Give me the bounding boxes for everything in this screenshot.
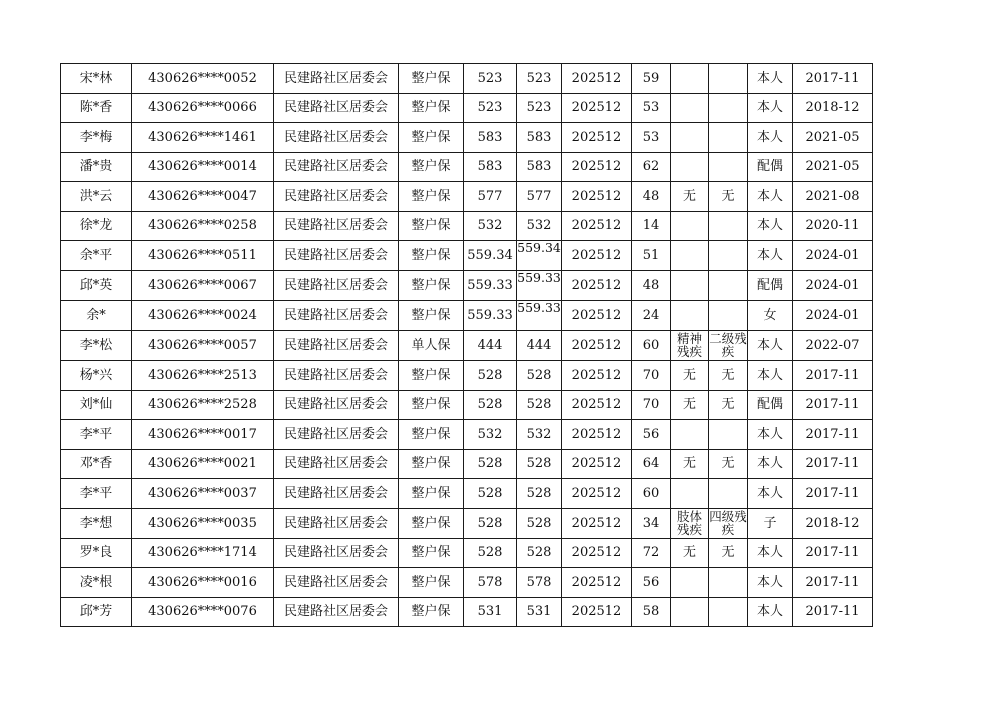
table-row — [61, 241, 873, 271]
community-cell: 民建路社区居委会 — [274, 508, 399, 538]
id-number-cell: 430626****2513 — [132, 361, 274, 391]
assistance-type-cell: 整户保 — [399, 123, 464, 153]
disability-type-cell — [671, 152, 709, 182]
disability-grade-cell: 无 — [709, 390, 748, 420]
start-date-cell: 2017-11 — [793, 597, 873, 627]
issue-month-cell: 202512 — [562, 420, 632, 450]
disability-grade-cell — [709, 123, 748, 153]
disability-grade-cell — [709, 211, 748, 241]
disability-type-cell: 无 — [671, 390, 709, 420]
amount-cell: 532 — [464, 211, 517, 241]
community-cell: 民建路社区居委会 — [274, 568, 399, 598]
disability-grade-cell-text: 二级残疾 — [709, 331, 747, 359]
table-row — [61, 211, 873, 241]
age-cell: 59 — [632, 64, 671, 94]
community-cell: 民建路社区居委会 — [274, 152, 399, 182]
disability-grade-cell — [709, 508, 748, 538]
community-cell: 民建路社区居委会 — [274, 301, 399, 331]
table-row — [61, 123, 873, 153]
disability-grade-cell — [709, 301, 748, 331]
disability-grade-cell — [709, 420, 748, 450]
age-cell: 60 — [632, 479, 671, 509]
id-number-cell: 430626****0258 — [132, 211, 274, 241]
age-cell: 70 — [632, 390, 671, 420]
start-date-cell: 2020-11 — [793, 211, 873, 241]
relation-cell: 本人 — [748, 241, 793, 271]
age-cell: 34 — [632, 508, 671, 538]
community-cell: 民建路社区居委会 — [274, 597, 399, 627]
issue-month-cell: 202512 — [562, 449, 632, 479]
table-row — [61, 420, 873, 450]
community-cell: 民建路社区居委会 — [274, 182, 399, 212]
start-date-cell: 2024-01 — [793, 301, 873, 331]
id-number-cell: 430626****0052 — [132, 64, 274, 94]
age-cell: 48 — [632, 182, 671, 212]
assistance-type-cell: 整户保 — [399, 390, 464, 420]
issue-month-cell: 202512 — [562, 508, 632, 538]
assistance-type-cell: 整户保 — [399, 241, 464, 271]
amount-cell: 528 — [464, 390, 517, 420]
relation-cell: 配偶 — [748, 152, 793, 182]
issue-month-cell: 202512 — [562, 331, 632, 361]
disability-type-cell — [671, 420, 709, 450]
relation-cell: 本人 — [748, 597, 793, 627]
amount-cell: 528 — [464, 508, 517, 538]
table-row — [61, 479, 873, 509]
table-row — [61, 64, 873, 94]
id-number-cell: 430626****0017 — [132, 420, 274, 450]
subsidy-cell: 528 — [517, 449, 562, 479]
subsidy-cell: 528 — [517, 508, 562, 538]
id-number-cell: 430626****0057 — [132, 331, 274, 361]
start-date-cell: 2017-11 — [793, 390, 873, 420]
disability-type-cell-text: 肢体残疾 — [676, 508, 702, 537]
disability-grade-cell — [709, 597, 748, 627]
subsidy-cell — [517, 241, 562, 271]
subsidy-cell — [517, 271, 562, 301]
table-row — [61, 390, 873, 420]
subsidy-cell-text: 559.34 — [517, 241, 561, 255]
id-number-cell: 430626****1461 — [132, 123, 274, 153]
table-row — [61, 152, 873, 182]
subsidy-cell: 528 — [517, 538, 562, 568]
table-row — [61, 361, 873, 391]
id-number-cell: 430626****0047 — [132, 182, 274, 212]
disability-grade-cell — [709, 241, 748, 271]
subsidy-cell: 532 — [517, 211, 562, 241]
id-number-cell: 430626****0035 — [132, 508, 274, 538]
disability-type-cell — [671, 211, 709, 241]
start-date-cell: 2024-01 — [793, 271, 873, 301]
assistance-type-cell: 整户保 — [399, 211, 464, 241]
table-row — [61, 568, 873, 598]
age-cell: 24 — [632, 301, 671, 331]
assistance-type-cell: 整户保 — [399, 538, 464, 568]
community-cell: 民建路社区居委会 — [274, 449, 399, 479]
name-cell: 余*平 — [61, 241, 132, 271]
amount-cell: 578 — [464, 568, 517, 598]
issue-month-cell: 202512 — [562, 538, 632, 568]
relation-cell: 本人 — [748, 64, 793, 94]
start-date-cell: 2017-11 — [793, 420, 873, 450]
relation-cell: 配偶 — [748, 271, 793, 301]
disability-type-cell — [671, 597, 709, 627]
name-cell: 邓*香 — [61, 449, 132, 479]
relation-cell: 子 — [748, 508, 793, 538]
relation-cell: 本人 — [748, 123, 793, 153]
name-cell: 陈*香 — [61, 93, 132, 123]
table-row — [61, 508, 873, 538]
start-date-cell: 2021-05 — [793, 123, 873, 153]
table-row — [61, 271, 873, 301]
relation-cell: 本人 — [748, 449, 793, 479]
name-cell: 余* — [61, 301, 132, 331]
disability-type-cell: 无 — [671, 538, 709, 568]
subsidy-cell: 583 — [517, 123, 562, 153]
community-cell: 民建路社区居委会 — [274, 361, 399, 391]
start-date-cell: 2017-11 — [793, 449, 873, 479]
disability-type-cell — [671, 271, 709, 301]
name-cell: 李*梅 — [61, 123, 132, 153]
assistance-type-cell: 单人保 — [399, 331, 464, 361]
age-cell: 56 — [632, 568, 671, 598]
table-row — [61, 538, 873, 568]
table-row — [61, 301, 873, 331]
community-cell: 民建路社区居委会 — [274, 211, 399, 241]
assistance-type-cell: 整户保 — [399, 420, 464, 450]
id-number-cell: 430626****0016 — [132, 568, 274, 598]
community-cell: 民建路社区居委会 — [274, 64, 399, 94]
age-cell: 56 — [632, 420, 671, 450]
id-number-cell: 430626****0076 — [132, 597, 274, 627]
start-date-cell: 2017-11 — [793, 538, 873, 568]
amount-cell: 532 — [464, 420, 517, 450]
assistance-type-cell: 整户保 — [399, 449, 464, 479]
assistance-type-cell: 整户保 — [399, 508, 464, 538]
amount-cell: 528 — [464, 361, 517, 391]
disability-grade-cell — [709, 568, 748, 598]
disability-grade-cell — [709, 152, 748, 182]
age-cell: 53 — [632, 123, 671, 153]
amount-cell: 531 — [464, 597, 517, 627]
id-number-cell: 430626****0014 — [132, 152, 274, 182]
assistance-type-cell: 整户保 — [399, 361, 464, 391]
age-cell: 72 — [632, 538, 671, 568]
disability-grade-cell — [709, 479, 748, 509]
age-cell: 70 — [632, 361, 671, 391]
subsidy-cell: 531 — [517, 597, 562, 627]
amount-cell: 583 — [464, 123, 517, 153]
disability-type-cell — [671, 331, 709, 361]
amount-cell: 583 — [464, 152, 517, 182]
amount-cell: 528 — [464, 449, 517, 479]
age-cell: 62 — [632, 152, 671, 182]
subsidy-cell: 577 — [517, 182, 562, 212]
id-number-cell: 430626****0037 — [132, 479, 274, 509]
issue-month-cell: 202512 — [562, 390, 632, 420]
amount-cell: 444 — [464, 331, 517, 361]
start-date-cell: 2017-11 — [793, 479, 873, 509]
issue-month-cell: 202512 — [562, 211, 632, 241]
id-number-cell: 430626****1714 — [132, 538, 274, 568]
disability-grade-cell — [709, 64, 748, 94]
subsidy-cell: 583 — [517, 152, 562, 182]
disability-type-cell — [671, 241, 709, 271]
subsidy-cell: 578 — [517, 568, 562, 598]
start-date-cell: 2017-11 — [793, 568, 873, 598]
id-number-cell: 430626****0021 — [132, 449, 274, 479]
issue-month-cell: 202512 — [562, 597, 632, 627]
disability-type-cell — [671, 508, 709, 538]
subsidy-cell: 528 — [517, 361, 562, 391]
amount-cell: 528 — [464, 538, 517, 568]
amount-cell: 559.34 — [464, 241, 517, 271]
community-cell: 民建路社区居委会 — [274, 420, 399, 450]
name-cell: 李*平 — [61, 420, 132, 450]
relation-cell: 本人 — [748, 93, 793, 123]
subsidy-cell-text: 559.33 — [517, 301, 561, 315]
disability-type-cell — [671, 479, 709, 509]
disability-grade-cell: 无 — [709, 361, 748, 391]
subsidy-cell: 528 — [517, 390, 562, 420]
assistance-type-cell: 整户保 — [399, 271, 464, 301]
community-cell: 民建路社区居委会 — [274, 123, 399, 153]
disability-type-cell — [671, 64, 709, 94]
disability-grade-cell: 无 — [709, 538, 748, 568]
id-number-cell: 430626****0067 — [132, 271, 274, 301]
name-cell: 洪*云 — [61, 182, 132, 212]
disability-type-cell — [671, 301, 709, 331]
disability-grade-cell: 无 — [709, 449, 748, 479]
start-date-cell: 2018-12 — [793, 508, 873, 538]
age-cell: 64 — [632, 449, 671, 479]
name-cell: 宋*林 — [61, 64, 132, 94]
amount-cell: 559.33 — [464, 301, 517, 331]
disability-type-cell — [671, 568, 709, 598]
assistance-type-cell: 整户保 — [399, 93, 464, 123]
id-number-cell: 430626****0024 — [132, 301, 274, 331]
community-cell: 民建路社区居委会 — [274, 538, 399, 568]
issue-month-cell: 202512 — [562, 182, 632, 212]
issue-month-cell: 202512 — [562, 241, 632, 271]
name-cell: 李*平 — [61, 479, 132, 509]
name-cell: 凌*根 — [61, 568, 132, 598]
name-cell: 李*松 — [61, 331, 132, 361]
subsidy-cell: 532 — [517, 420, 562, 450]
disability-type-cell: 无 — [671, 449, 709, 479]
relation-cell: 配偶 — [748, 390, 793, 420]
issue-month-cell: 202512 — [562, 93, 632, 123]
name-cell: 李*想 — [61, 508, 132, 538]
subsidy-cell: 523 — [517, 93, 562, 123]
community-cell: 民建路社区居委会 — [274, 331, 399, 361]
subsidy-cell: 528 — [517, 479, 562, 509]
age-cell: 58 — [632, 597, 671, 627]
disability-grade-cell — [709, 331, 748, 361]
age-cell: 53 — [632, 93, 671, 123]
start-date-cell: 2017-11 — [793, 64, 873, 94]
community-cell: 民建路社区居委会 — [274, 390, 399, 420]
disability-type-cell — [671, 123, 709, 153]
table-row — [61, 93, 873, 123]
assistance-type-cell: 整户保 — [399, 568, 464, 598]
subsidy-cell: 444 — [517, 331, 562, 361]
start-date-cell: 2017-11 — [793, 361, 873, 391]
issue-month-cell: 202512 — [562, 479, 632, 509]
subsidy-cell: 523 — [517, 64, 562, 94]
assistance-type-cell: 整户保 — [399, 301, 464, 331]
age-cell: 14 — [632, 211, 671, 241]
age-cell: 51 — [632, 241, 671, 271]
name-cell: 潘*贵 — [61, 152, 132, 182]
id-number-cell: 430626****0066 — [132, 93, 274, 123]
disability-type-cell-text: 精神残疾 — [676, 331, 702, 359]
assistance-type-cell: 整户保 — [399, 182, 464, 212]
issue-month-cell: 202512 — [562, 152, 632, 182]
disability-grade-cell: 无 — [709, 182, 748, 212]
name-cell: 邱*英 — [61, 271, 132, 301]
relation-cell: 本人 — [748, 211, 793, 241]
relation-cell: 本人 — [748, 361, 793, 391]
start-date-cell: 2021-05 — [793, 152, 873, 182]
name-cell: 罗*良 — [61, 538, 132, 568]
age-cell: 60 — [632, 331, 671, 361]
start-date-cell: 2018-12 — [793, 93, 873, 123]
start-date-cell: 2021-08 — [793, 182, 873, 212]
community-cell: 民建路社区居委会 — [274, 93, 399, 123]
issue-month-cell: 202512 — [562, 568, 632, 598]
start-date-cell: 2024-01 — [793, 241, 873, 271]
issue-month-cell: 202512 — [562, 271, 632, 301]
community-cell: 民建路社区居委会 — [274, 479, 399, 509]
amount-cell: 559.33 — [464, 271, 517, 301]
disability-type-cell — [671, 93, 709, 123]
relation-cell: 本人 — [748, 479, 793, 509]
name-cell: 徐*龙 — [61, 211, 132, 241]
id-number-cell: 430626****2528 — [132, 390, 274, 420]
relief-roster-table — [60, 63, 873, 627]
assistance-type-cell: 整户保 — [399, 479, 464, 509]
relation-cell: 本人 — [748, 568, 793, 598]
table-row — [61, 597, 873, 627]
start-date-cell: 2022-07 — [793, 331, 873, 361]
community-cell: 民建路社区居委会 — [274, 271, 399, 301]
roster-body — [61, 64, 873, 627]
relation-cell: 女 — [748, 301, 793, 331]
disability-grade-cell — [709, 271, 748, 301]
relation-cell: 本人 — [748, 331, 793, 361]
issue-month-cell: 202512 — [562, 123, 632, 153]
name-cell: 刘*仙 — [61, 390, 132, 420]
assistance-type-cell: 整户保 — [399, 64, 464, 94]
amount-cell: 523 — [464, 64, 517, 94]
disability-type-cell: 无 — [671, 361, 709, 391]
community-cell: 民建路社区居委会 — [274, 241, 399, 271]
disability-grade-cell-text: 四级残疾 — [709, 508, 747, 537]
table-row — [61, 331, 873, 361]
relation-cell: 本人 — [748, 538, 793, 568]
name-cell: 杨*兴 — [61, 361, 132, 391]
assistance-type-cell: 整户保 — [399, 152, 464, 182]
subsidy-cell-text: 559.33 — [517, 271, 561, 285]
age-cell: 48 — [632, 271, 671, 301]
amount-cell: 528 — [464, 479, 517, 509]
amount-cell: 577 — [464, 182, 517, 212]
relation-cell: 本人 — [748, 182, 793, 212]
id-number-cell: 430626****0511 — [132, 241, 274, 271]
table-row — [61, 449, 873, 479]
amount-cell: 523 — [464, 93, 517, 123]
subsidy-cell — [517, 301, 562, 331]
disability-grade-cell — [709, 93, 748, 123]
relation-cell: 本人 — [748, 420, 793, 450]
table-row — [61, 182, 873, 212]
issue-month-cell: 202512 — [562, 64, 632, 94]
issue-month-cell: 202512 — [562, 301, 632, 331]
name-cell: 邱*芳 — [61, 597, 132, 627]
disability-type-cell: 无 — [671, 182, 709, 212]
assistance-type-cell: 整户保 — [399, 597, 464, 627]
issue-month-cell: 202512 — [562, 361, 632, 391]
